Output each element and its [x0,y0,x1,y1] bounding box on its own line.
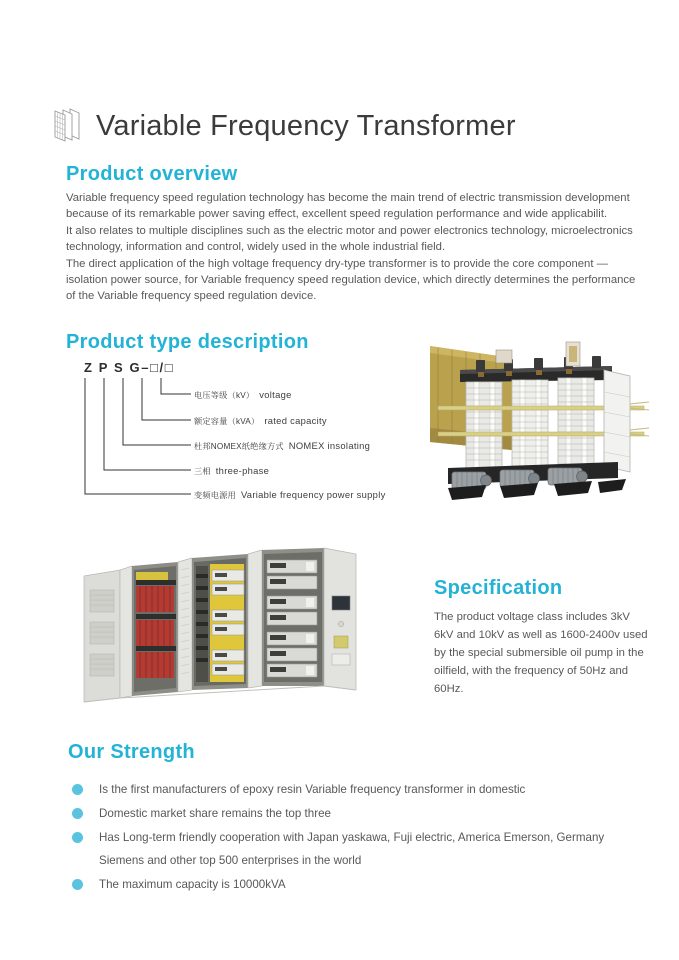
bullet-dot-icon [72,808,83,819]
page-title: Variable Frequency Transformer [96,109,516,142]
transformer-laminations-icon [48,106,82,146]
legend-item-nomex: 杜邦NOMEX纸绝缘方式 NOMEX insolating [194,440,371,451]
strength-list-item [70,778,650,801]
strength-item-text: The maximum capacity is 10000kVA [99,878,286,891]
strength-list [70,778,650,897]
transformer-photo [408,332,652,524]
cabinet-photo [74,540,366,720]
overview-paragraph: The direct application of the high voltage frequency dry-type transformer is to provide the core component —isolation power source, for Variable frequency speed regulation device, which directly determines the performance of the Variable frequency speed regulation device. [66,257,636,303]
bullet-dot-icon [72,879,83,890]
specification-body: The product voltage class includes 3kV 6kV and 10kV as well as 1600-2400v used by the special submersible oil pump in the oilfield, with the frequency of 50Hz and 60Hz. [434,611,648,695]
legend-item-voltage: 电压等级（kV） voltage [194,389,292,400]
overview-paragraph: Variable frequency speed regulation technology has become the main trend of electric transmission development because of its remarkable power saving effect, excellent speed regulation performance and wide applicabilit. [66,192,630,221]
strength-item-text: Is the first manufacturers of epoxy resin Variable frequency transformer in domestic [99,783,526,796]
overview-paragraph: It also relates to multiple disciplines such as the electric motor and power electronics technology, microelectronics technology, information and control, widely used in the whole industrial field. [66,224,633,254]
strength-list-item [70,826,650,872]
product-type-code-diagram [66,360,396,505]
strength-item-text: Domestic market share remains the top three [99,807,331,820]
product-type-description-heading: Product type description [66,331,309,353]
vfd-cabinet-illustration [74,540,366,720]
legend-item-power-supply: 变频电源用 Variable frequency power supply [194,489,386,500]
bullet-dot-icon [72,832,83,843]
product-type-code: Z P S G–□/□ [84,360,175,375]
our-strength-heading: Our Strength [68,741,195,763]
page-header [48,98,648,154]
strength-list-item [70,873,650,896]
product-overview-heading: Product overview [66,163,238,185]
strength-list-item [70,802,650,825]
transformer-illustration [408,332,652,524]
bullet-dot-icon [72,784,83,795]
specification-heading: Specification [434,577,563,599]
legend-item-three-phase: 三相 three-phase [194,465,270,476]
legend-item-rated-capacity: 额定容量（kVA） rated capacity [194,415,327,426]
product-overview-body [66,190,646,305]
strength-item-text: Has Long-term friendly cooperation with Japan yaskawa, Fuji electric, America Emerson, Germany Siemens and other top 500 enterprises in the world [99,831,605,867]
product-type-legend [66,360,396,505]
